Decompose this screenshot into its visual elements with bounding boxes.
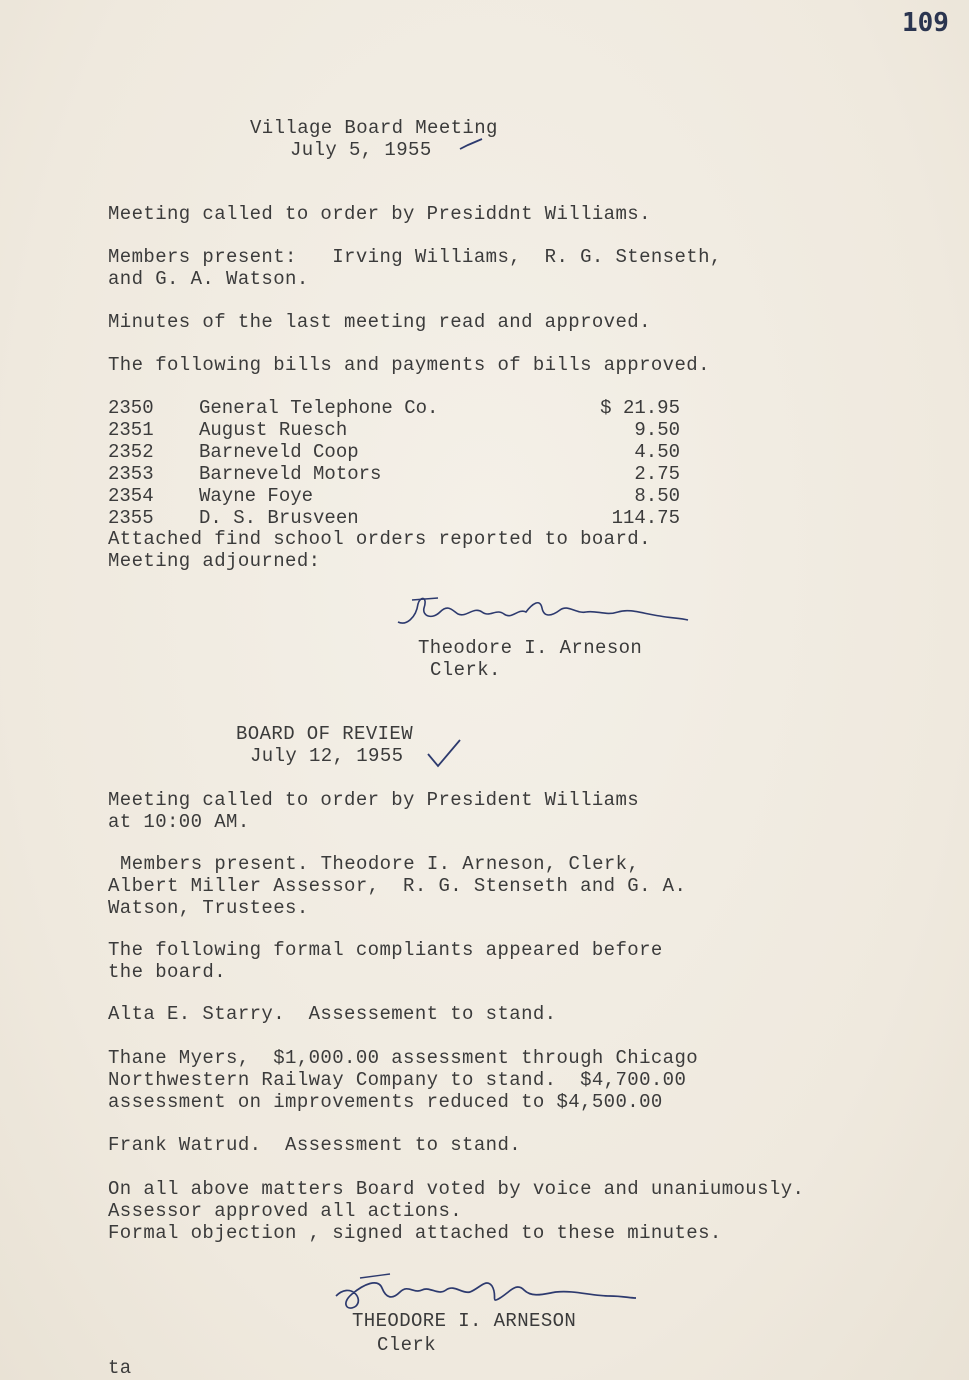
bill-number: 2351 <box>108 419 154 441</box>
bill-number: 2352 <box>108 441 154 463</box>
bill-payee: D. S. Brusveen <box>199 507 359 529</box>
meeting2-watrud: Frank Watrud. Assessment to stand. <box>108 1134 522 1156</box>
table-row <box>108 441 708 463</box>
meeting2-members-line2: Albert Miller Assessor, R. G. Stenseth and G. A. <box>108 875 687 897</box>
meeting2-vote-line1: On all above matters Board voted by voice and unaniumously. <box>108 1178 805 1200</box>
table-row <box>108 397 708 419</box>
meeting2-myers-line1: Thane Myers, $1,000.00 assessment through Chicago <box>108 1047 699 1069</box>
meeting1-bills-intro: The following bills and payments of bills approved. <box>108 354 710 376</box>
meeting2-members-line3: Watson, Trustees. <box>108 897 309 919</box>
date-check-mark <box>458 137 484 153</box>
meeting1-members-line1: Members present: Irving Williams, R. G. Stenseth, <box>108 246 722 268</box>
meeting2-myers-line3: assessment on improvements reduced to $4,500.00 <box>108 1091 663 1113</box>
meeting2-vote-line2: Assessor approved all actions. <box>108 1200 463 1222</box>
meeting1-members-line2: and G. A. Watson. <box>108 268 309 290</box>
table-row <box>108 419 708 441</box>
meeting2-called-line1: Meeting called to order by President Williams <box>108 789 640 811</box>
typist-initials: ta <box>108 1357 132 1379</box>
bill-amount: 2.75 <box>634 463 680 485</box>
signature-2 <box>330 1268 640 1314</box>
meeting1-called: Meeting called to order by Presiddnt Williams. <box>108 203 651 225</box>
table-row <box>108 485 708 507</box>
bill-number: 2353 <box>108 463 154 485</box>
meeting2-members-line1: Members present. Theodore I. Arneson, Clerk, <box>120 853 640 875</box>
bill-number: 2355 <box>108 507 154 529</box>
meeting2-vote-line3: Formal objection , signed attached to these minutes. <box>108 1222 722 1244</box>
bill-amount: 4.50 <box>634 441 680 463</box>
bill-number: 2350 <box>108 397 154 419</box>
bill-payee: Barneveld Coop <box>199 441 359 463</box>
meeting2-date: July 12, 1955 <box>250 745 404 767</box>
meeting2-complaints-line2: the board. <box>108 961 227 983</box>
meeting1-title: Village Board Meeting <box>250 117 498 139</box>
table-row <box>108 463 708 485</box>
meeting1-date: July 5, 1955 <box>290 139 432 161</box>
bill-amount: 8.50 <box>634 485 680 507</box>
bill-payee: Barneveld Motors <box>199 463 382 485</box>
meeting1-adjourned: Meeting adjourned: <box>108 550 321 572</box>
meeting1-clerk-name: Theodore I. Arneson <box>418 637 643 659</box>
meeting2-clerk-name: THEODORE I. ARNESON <box>352 1310 577 1332</box>
page-number: 109 <box>902 8 949 38</box>
signature-1 <box>392 590 692 634</box>
table-row <box>108 507 708 529</box>
meeting2-starry: Alta E. Starry. Assessement to stand. <box>108 1003 557 1025</box>
bill-amount: 9.50 <box>634 419 680 441</box>
meeting1-clerk-title: Clerk. <box>430 659 501 681</box>
meeting2-myers-line2: Northwestern Railway Company to stand. $4,700.00 <box>108 1069 687 1091</box>
bill-amount: $ 21.95 <box>600 397 680 419</box>
meeting2-complaints-line1: The following formal compliants appeared before <box>108 939 663 961</box>
meeting2-title: BOARD OF REVIEW <box>236 723 414 745</box>
bill-payee: August Ruesch <box>199 419 348 441</box>
bill-number: 2354 <box>108 485 154 507</box>
meeting2-called-line2: at 10:00 AM. <box>108 811 250 833</box>
meeting1-attached: Attached find school orders reported to board. <box>108 528 651 550</box>
bill-payee: Wayne Foye <box>199 485 314 507</box>
bill-amount: 114.75 <box>611 507 680 529</box>
bill-payee: General Telephone Co. <box>199 397 439 419</box>
meeting2-clerk-title: Clerk <box>377 1334 437 1356</box>
check-mark-icon <box>426 738 462 770</box>
meeting1-minutes: Minutes of the last meeting read and approved. <box>108 311 651 333</box>
